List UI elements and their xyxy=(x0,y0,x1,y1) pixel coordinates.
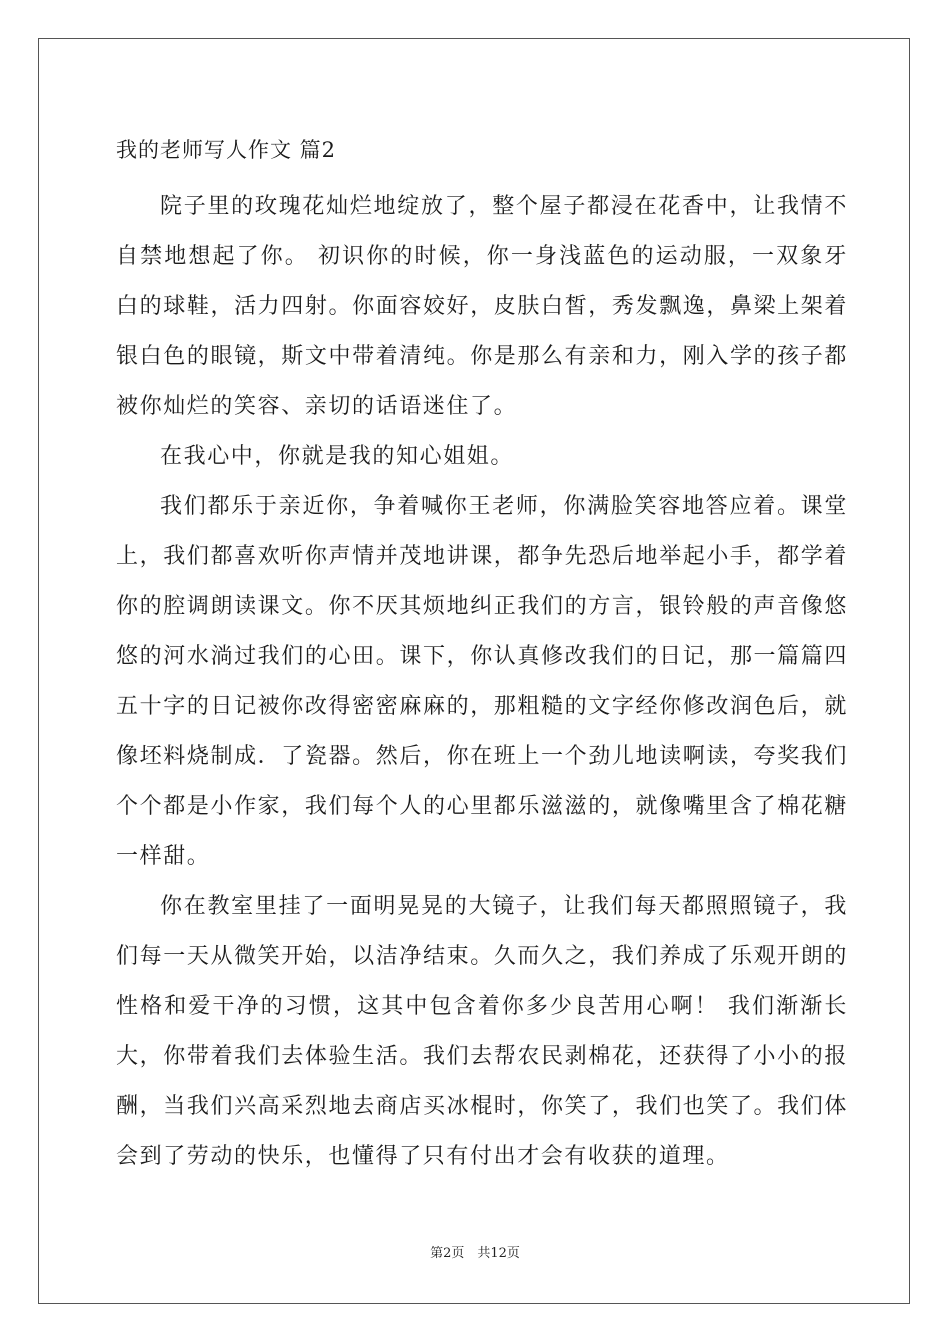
document-heading: 我的老师写人作文 篇2 xyxy=(116,138,337,162)
paragraph-1: 院子里的玫瑰花灿烂地绽放了，整个屋子都浸在花香中，让我情不自禁地想起了你。 初识你的时候，你一身浅蓝色的运动服，一双象牙白的球鞋，活力四射。你面容姣好，皮肤白皙，秀发飘逸，鼻梁上架着银白色的眼镜，斯文中带着清纯。你是那么有亲和力，刚入学的孩子都被你灿烂的笑容、亲切的话语迷住了。 xyxy=(116,194,848,419)
document-body xyxy=(116,132,848,1182)
paragraph-4: 你在教室里挂了一面明晃晃的大镜子，让我们每天都照照镜子，我们每一天从微笑开始，以洁净结束。久而久之，我们养成了乐观开朗的性格和爱干净的习惯，这其中包含着你多少良苦用心啊！ 我们渐渐长大，你带着我们去体验生活。我们去帮农民剥棉花，还获得了小小的报酬，当我们兴高采烈地去商店买冰棍时，你笑了，我们也笑了。我们体会到了劳动的快乐，也懂得了只有付出才会有收获的道理。 xyxy=(116,894,848,1169)
page-number: 第2页 共12页 xyxy=(430,1246,520,1261)
paragraph-3: 我们都乐于亲近你，争着喊你王老师，你满脸笑容地答应着。课堂上，我们都喜欢听你声情并茂地讲课，都争先恐后地举起小手，都学着你的腔调朗读课文。你不厌其烦地纠正我们的方言，银铃般的声音像悠悠的河水淌过我们的心田。课下，你认真修改我们的日记，那一篇篇四五十字的日记被你改得密密麻麻的，那粗糙的文字经你修改润色后，就像坯料烧制成．了瓷器。然后，你在班上一个劲儿地读啊读，夸奖我们个个都是小作家，我们每个人的心里都乐滋滋的，就像嘴里含了棉花糖一样甜。 xyxy=(116,494,848,869)
paragraph-2: 在我心中，你就是我的知心姐姐。 xyxy=(160,444,515,469)
